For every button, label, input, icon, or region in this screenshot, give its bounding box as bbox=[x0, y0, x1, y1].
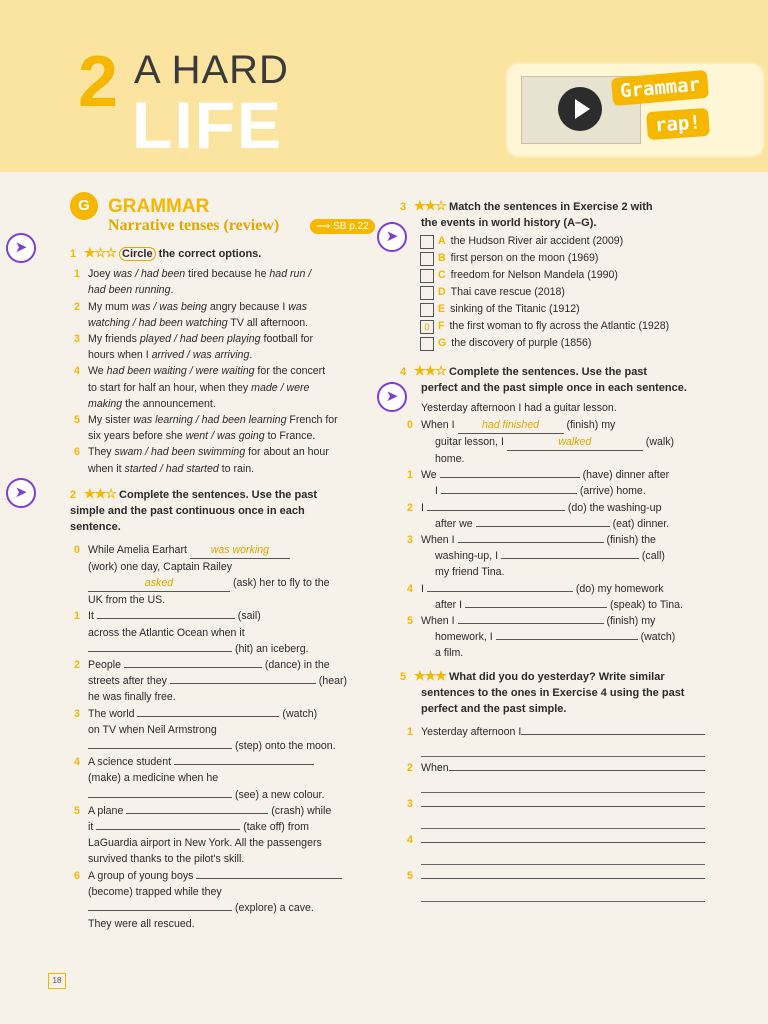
answer-checkbox[interactable] bbox=[420, 337, 434, 351]
exercise-5-heading: 5 ★★★ What did you do yesterday? Write similar bbox=[400, 668, 665, 683]
exercise-3-option[interactable]: C freedom for Nelson Mandela (1990) bbox=[420, 267, 720, 284]
exercise-3-option[interactable]: B first person on the moon (1969) bbox=[420, 250, 720, 267]
exercise-3-option[interactable]: G the discovery of purple (1856) bbox=[420, 335, 720, 352]
answer-checkbox[interactable]: 0 bbox=[420, 320, 434, 334]
exercise-5-writing-lines[interactable]: 1 Yesterday afternoon I 2 When 3 4 5 bbox=[400, 724, 705, 902]
exercise-3-option[interactable]: A the Hudson River air accident (2009) bbox=[420, 233, 720, 250]
pointer-icon[interactable]: ➤ bbox=[377, 382, 407, 412]
exercise-1-line[interactable]: six years before she went / was going to France. bbox=[88, 430, 316, 443]
pointer-icon[interactable]: ➤ bbox=[6, 478, 36, 508]
play-icon[interactable] bbox=[558, 87, 602, 131]
unit-title-line1: A HARD bbox=[134, 48, 289, 92]
exercise-1-line[interactable]: hours when I arrived / was arriving. bbox=[88, 349, 253, 362]
exercise-4-heading: 4 ★★☆ Complete the sentences. Use the past bbox=[400, 363, 648, 378]
exercise-1-line[interactable]: 3 My friends played / had been playing football for bbox=[74, 333, 313, 346]
grammar-rap-tag: Grammar bbox=[611, 70, 709, 106]
section-subtitle: Narrative tenses (review) bbox=[108, 217, 280, 234]
exercise-1-line[interactable]: watching / had been watching TV all afternoon. bbox=[88, 316, 309, 329]
page-number: 18 bbox=[48, 973, 66, 989]
exercise-1-line[interactable]: when it started / had started to rain. bbox=[88, 462, 255, 475]
pointer-icon[interactable]: ➤ bbox=[6, 233, 36, 263]
grammar-section-icon: G bbox=[70, 192, 98, 220]
answer-checkbox[interactable] bbox=[420, 252, 434, 266]
answer-checkbox[interactable] bbox=[420, 269, 434, 283]
unit-number: 2 bbox=[78, 42, 119, 122]
exercise-4: 4 ★★☆ Complete the sentences. Use the past perfect and the past simple once in each sentence. Yesterday afternoon I had a guitar lesson. 0 When I had finished (finish) my guitar lesson, I walked (walk) home. 1 We (have) dinner after I (arrive) home. 2 I (do) the washing-up after we (eat) dinner. 3 When I (finish) the washing-up, I (call) my friend Tina. 4 I (do) my homework after I (speak) to Tina. 5 When I (finish) my homework, I (watch) a film. bbox=[400, 363, 710, 662]
exercise-1-line[interactable]: to start for half an hour, when they made / were bbox=[88, 381, 310, 394]
exercise-1 bbox=[70, 245, 370, 477]
rap-tag: rap! bbox=[646, 108, 710, 140]
pointer-icon[interactable]: ➤ bbox=[377, 222, 407, 252]
students-book-reference[interactable]: ⟶ SB p.22 bbox=[310, 219, 375, 234]
exercise-1-heading: 1 ★☆☆ Circle the correct options. bbox=[70, 245, 262, 260]
exercise-1-line[interactable]: making the announcement. bbox=[88, 397, 216, 410]
exercise-3: 3 ★★☆ Match the sentences in Exercise 2 with the events in world history (A–G). A the Hudson River air accident (2009) B first person on the moon (1969) C freedom for Nelson Mandela (1990) D Thai cave rescue (2018) E sinking of the Titanic (1912) 0 F the first woman to fly across the Atlantic (1928) G the discovery of purple (1856) bbox=[400, 198, 720, 352]
exercise-1-line[interactable]: 5 My sister was learning / had been learning French for bbox=[74, 414, 338, 427]
exercise-3-heading: 3 ★★☆ Match the sentences in Exercise 2 with bbox=[400, 198, 653, 213]
exercise-1-items[interactable] bbox=[70, 266, 370, 477]
exercise-1-line[interactable]: had been running. bbox=[88, 284, 174, 297]
exercise-2-items[interactable]: 0 While Amelia Earhart was working (work) one day, Captain Railey asked (ask) her to fly to the UK from the US. 1 It (sail) across the Atlantic Ocean when it (hit) an iceberg. 2 People (dance) in the streets after they (hear) he was finally free. 3 The world (watch) on TV when Neil Armstrong (step) onto the moon. 4 A science student (make) a medicine when he (see) a new colour. 5 A plane (crash) while it (take off) from LaGuardia airport in New York. All the passengers survived thanks to the pilot's skill. 6 A group of young boys (become) trapped while they (explore) a cave. They were all rescued. bbox=[74, 543, 348, 931]
exercise-1-line[interactable]: 6 They swam / had been swimming for about an hour bbox=[74, 446, 329, 459]
exercise-2: 2 ★★☆ Complete the sentences. Use the past simple and the past continuous once in each sentence. 0 While Amelia Earhart was working (work) one day, Captain Railey asked (ask) her to fly to the UK from the US. 1 It (sail) across the Atlantic Ocean when it (hit) an iceberg. 2 People (dance) in the streets after they (hear) he was finally free. 3 The world (watch) on TV when Neil Armstrong (step) onto the moon. 4 A science student (make) a medicine when he (see) a new colour. 5 A plane (crash) while it (take off) from LaGuardia airport in New York. All the passengers survived thanks to the pilot's skill. 6 A group of young boys (become) trapped while they (explore) a cave. They were all rescued. bbox=[70, 486, 370, 932]
exercise-3-items[interactable] bbox=[400, 233, 720, 352]
grammar-rap-panel[interactable] bbox=[505, 62, 765, 158]
exercise-2-heading: 2 ★★☆ Complete the sentences. Use the past bbox=[70, 486, 318, 501]
exercise-5: 5 ★★★ What did you do yesterday? Write similar sentences to the ones in Exercise 4 using the past perfect and the past simple. 1 Yesterday afternoon I 2 When 3 4 5 bbox=[400, 668, 705, 902]
exercise-3-option[interactable]: D Thai cave rescue (2018) bbox=[420, 284, 720, 301]
unit-header bbox=[0, 0, 768, 172]
exercise-1-line[interactable]: 2 My mum was / was being angry because I was bbox=[74, 300, 308, 313]
exercise-1-line[interactable]: 1 Joey was / had been tired because he had run / bbox=[74, 268, 312, 281]
answer-checkbox[interactable] bbox=[420, 235, 434, 249]
section-title: GRAMMAR bbox=[108, 196, 210, 217]
exercise-1-line[interactable]: 4 We had been waiting / were waiting for the concert bbox=[74, 365, 326, 378]
exercise-3-option[interactable]: E sinking of the Titanic (1912) bbox=[420, 301, 720, 318]
exercise-4-items[interactable]: Yesterday afternoon I had a guitar lesson. 0 When I had finished (finish) my guitar lesson, I walked (walk) home. 1 We (have) dinner after I (arrive) home. 2 I (do) the washing-up after we (eat) dinner. 3 When I (finish) the washing-up, I (call) my friend Tina. 4 I (do) my homework after I (speak) to Tina. 5 When I (finish) my homework, I (watch) a film. bbox=[407, 402, 683, 660]
answer-checkbox[interactable] bbox=[420, 303, 434, 317]
exercise-3-option[interactable]: 0 F the first woman to fly across the Atlantic (1928) bbox=[420, 318, 720, 335]
difficulty-stars: ★☆☆ bbox=[84, 245, 116, 260]
answer-checkbox[interactable] bbox=[420, 286, 434, 300]
unit-title-line2: LIFE bbox=[132, 88, 283, 162]
